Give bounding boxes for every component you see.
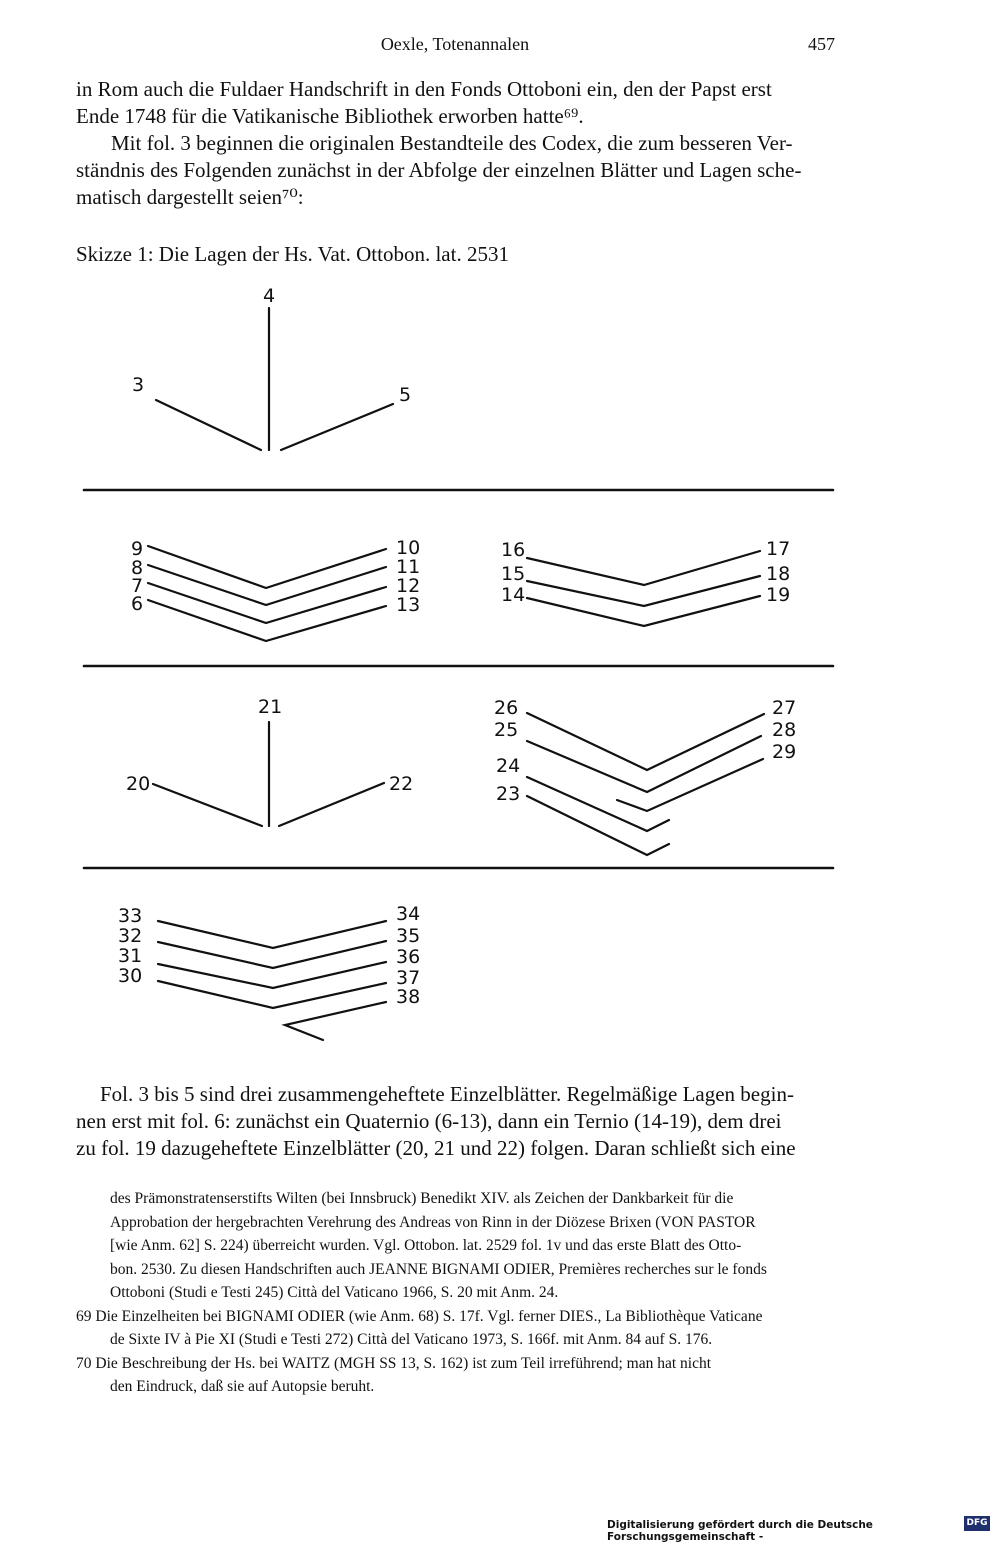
leaf-label: 31	[118, 945, 143, 967]
leaf-label: 22	[389, 773, 414, 795]
leaf-label: 24	[496, 755, 521, 777]
leaf-label: 17	[766, 538, 791, 560]
text-line: zu fol. 19 dazugeheftete Einzelblätter (20, 21 und 22) folgen. Daran schließt sich eine	[76, 1136, 796, 1160]
leaf-label: 28	[772, 719, 797, 741]
text-line: Mit fol. 3 beginnen die originalen Bestandteile des Codex, die zum besseren Ver-	[111, 131, 793, 155]
footnote-line: Approbation der hergebrachten Verehrung des Andreas von Rinn in der Diözese Brixen (VON PASTOR	[110, 1213, 756, 1231]
leaf-label: 10	[396, 537, 421, 559]
leaf-label: 27	[772, 697, 797, 719]
leaf-label: 7	[131, 575, 144, 597]
leaf-label: 11	[396, 556, 421, 578]
leaf-label: 35	[396, 925, 421, 947]
leaf-label: 14	[501, 584, 526, 606]
leaf-label: 16	[501, 539, 526, 561]
leaf-label: 29	[772, 741, 797, 763]
running-title: Oexle, Totenannalen	[380, 34, 530, 54]
figure-caption: Skizze 1: Die Lagen der Hs. Vat. Ottobon. lat. 2531	[76, 242, 509, 266]
leaf-label: 25	[494, 719, 519, 741]
footnotes	[76, 1187, 846, 1399]
footnote-line: Ottoboni (Studi e Testi 245) Città del Vaticano 1966, S. 20 mit Anm. 24.	[110, 1284, 559, 1301]
leaf-label: 3	[132, 374, 145, 396]
leaf-label: 6	[131, 593, 144, 615]
text-line: ständnis des Folgenden zunächst in der Abfolge der einzelnen Blätter und Lagen sche-	[76, 158, 802, 182]
leaf-label: 13	[396, 594, 421, 616]
leaf-label: 30	[118, 965, 143, 987]
leaf-label: 9	[131, 538, 144, 560]
text-line: in Rom auch die Fuldaer Handschrift in den Fonds Ottoboni ein, den der Papst erst	[76, 77, 772, 101]
leaf-label: 20	[126, 773, 151, 795]
leaf-label: 34	[396, 903, 421, 925]
leaf-label: 36	[396, 946, 421, 968]
leaf-label: 37	[396, 967, 421, 989]
footnote-line: [wie Anm. 62] S. 224) überreicht wurden. Vgl. Ottobon. lat. 2529 fol. 1v und das erste Blatt des Otto-	[110, 1237, 742, 1254]
leaf-label: 23	[496, 783, 521, 805]
text-line: nen erst mit fol. 6: zunächst ein Quaternio (6-13), dann ein Ternio (14-19), dem drei	[76, 1109, 782, 1133]
leaf-label: 33	[118, 905, 143, 927]
leaf-label: 26	[494, 697, 519, 719]
footnote-69: 69 Die Einzelheiten bei BIGNAMI ODIER (wie Anm. 68) S. 17f. Vgl. ferner DIES., La Bibliothèque Vaticane	[76, 1307, 763, 1325]
footnote-line: bon. 2530. Zu diesen Handschriften auch JEANNE BIGNAMI ODIER, Premières recherches sur le fonds	[110, 1260, 767, 1278]
leaf-label: 38	[396, 986, 421, 1008]
digitization-credit: Digitalisierung gefördert durch die Deutsche Forschungsgemeinschaft -	[607, 1519, 873, 1543]
text-line: Ende 1748 für die Vatikanische Bibliothek erworben hatte⁶⁹.	[76, 104, 584, 128]
leaf-label: 19	[766, 584, 791, 606]
dfg-logo: DFG	[964, 1516, 990, 1531]
body-text-bottom	[76, 1081, 836, 1162]
footnote-line: den Eindruck, daß sie auf Autopsie beruht.	[110, 1378, 375, 1395]
text-line: Fol. 3 bis 5 sind drei zusammengeheftete Einzelblätter. Regelmäßige Lagen begin-	[100, 1082, 794, 1106]
leaf-label: 32	[118, 925, 143, 947]
page-number: 457	[808, 34, 835, 54]
text-line: matisch dargestellt seien⁷⁰:	[76, 185, 304, 209]
leaf-label: 18	[766, 563, 791, 585]
footnote-line: des Prämonstratenserstifts Wilten (bei Innsbruck) Benedikt XIV. als Zeichen der Dankbarkeit für die	[110, 1190, 734, 1207]
leaf-label: 4	[263, 285, 276, 307]
leaf-label: 21	[258, 696, 283, 718]
footnote-70: 70 Die Beschreibung der Hs. bei WAITZ (MGH SS 13, S. 162) ist zum Teil irreführend; man hat nicht	[76, 1354, 712, 1372]
leaf-label: 12	[396, 575, 421, 597]
leaf-label: 8	[131, 557, 144, 579]
leaf-label: 5	[399, 384, 412, 406]
leaf-label: 15	[501, 563, 526, 585]
footnote-line: de Sixte IV à Pie XI (Studi e Testi 272) Città del Vaticano 1973, S. 166f. mit Anm. 84 auf S. 176.	[110, 1331, 713, 1348]
